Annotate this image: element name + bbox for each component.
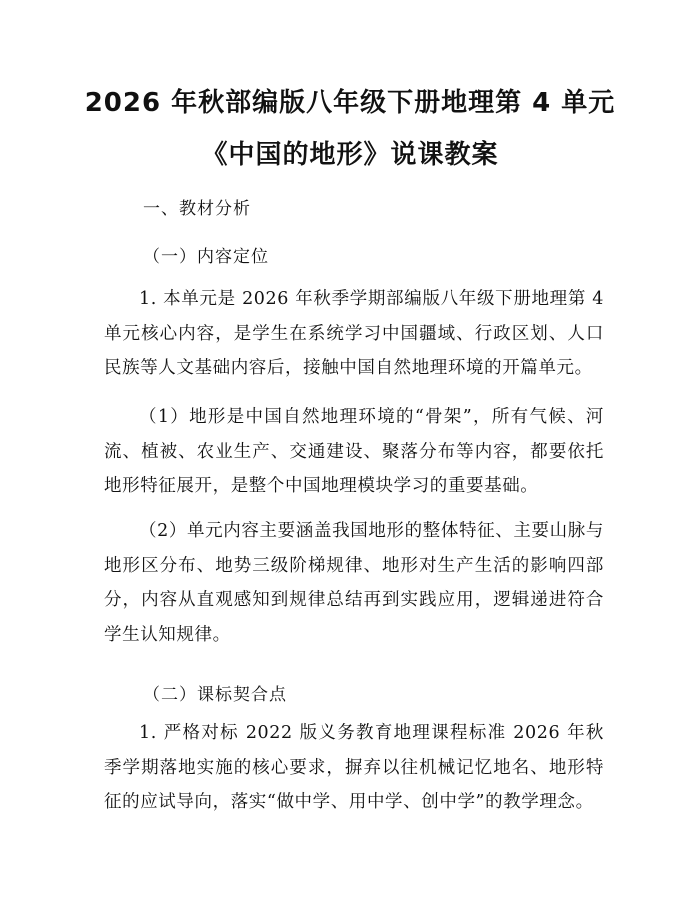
paragraph-curriculum-standard: 1. 严格对标 2022 版义务教育地理课程标准 2026 年秋季学期落地实施的核心要求，摒弃以往机械记忆地名、地形特征的应试导向，落实“做中学、用中学、创中学”的教学理念。 — [104, 723, 604, 812]
document-title-line-1: 2026 年秋部编版八年级下册地理第 4 单元 — [84, 88, 616, 118]
paragraph-terrain-skeleton: （1）地形是中国自然地理环境的“骨架”，所有气候、河流、植被、农业生产、交通建设、聚落分布等内容，都要依托地形特征展开，是整个中国地理模块学习的重要基础。 — [104, 407, 604, 496]
subsection-heading-content-positioning: （一）内容定位 — [143, 247, 269, 267]
subsection-heading-curriculum-alignment: （二）课标契合点 — [143, 685, 287, 705]
paragraph-unit-content: （2）单元内容主要涵盖我国地形的整体特征、主要山脉与地形区分布、地势三级阶梯规律、地形对生产生活的影响四部分，内容从直观感知到规律总结再到实践应用，逻辑递进符合学生认知规律。 — [104, 521, 604, 645]
section-heading-textbook-analysis: 一、教材分析 — [143, 199, 251, 219]
document-title-line-2: 《中国的地形》说课教案 — [201, 140, 499, 170]
paragraph-unit-overview: 1. 本单元是 2026 年秋季学期部编版八年级下册地理第 4 单元核心内容，是学生在系统学习中国疆域、行政区划、人口民族等人文基础内容后，接触中国自然地理环境的开篇单元。 — [104, 289, 604, 378]
